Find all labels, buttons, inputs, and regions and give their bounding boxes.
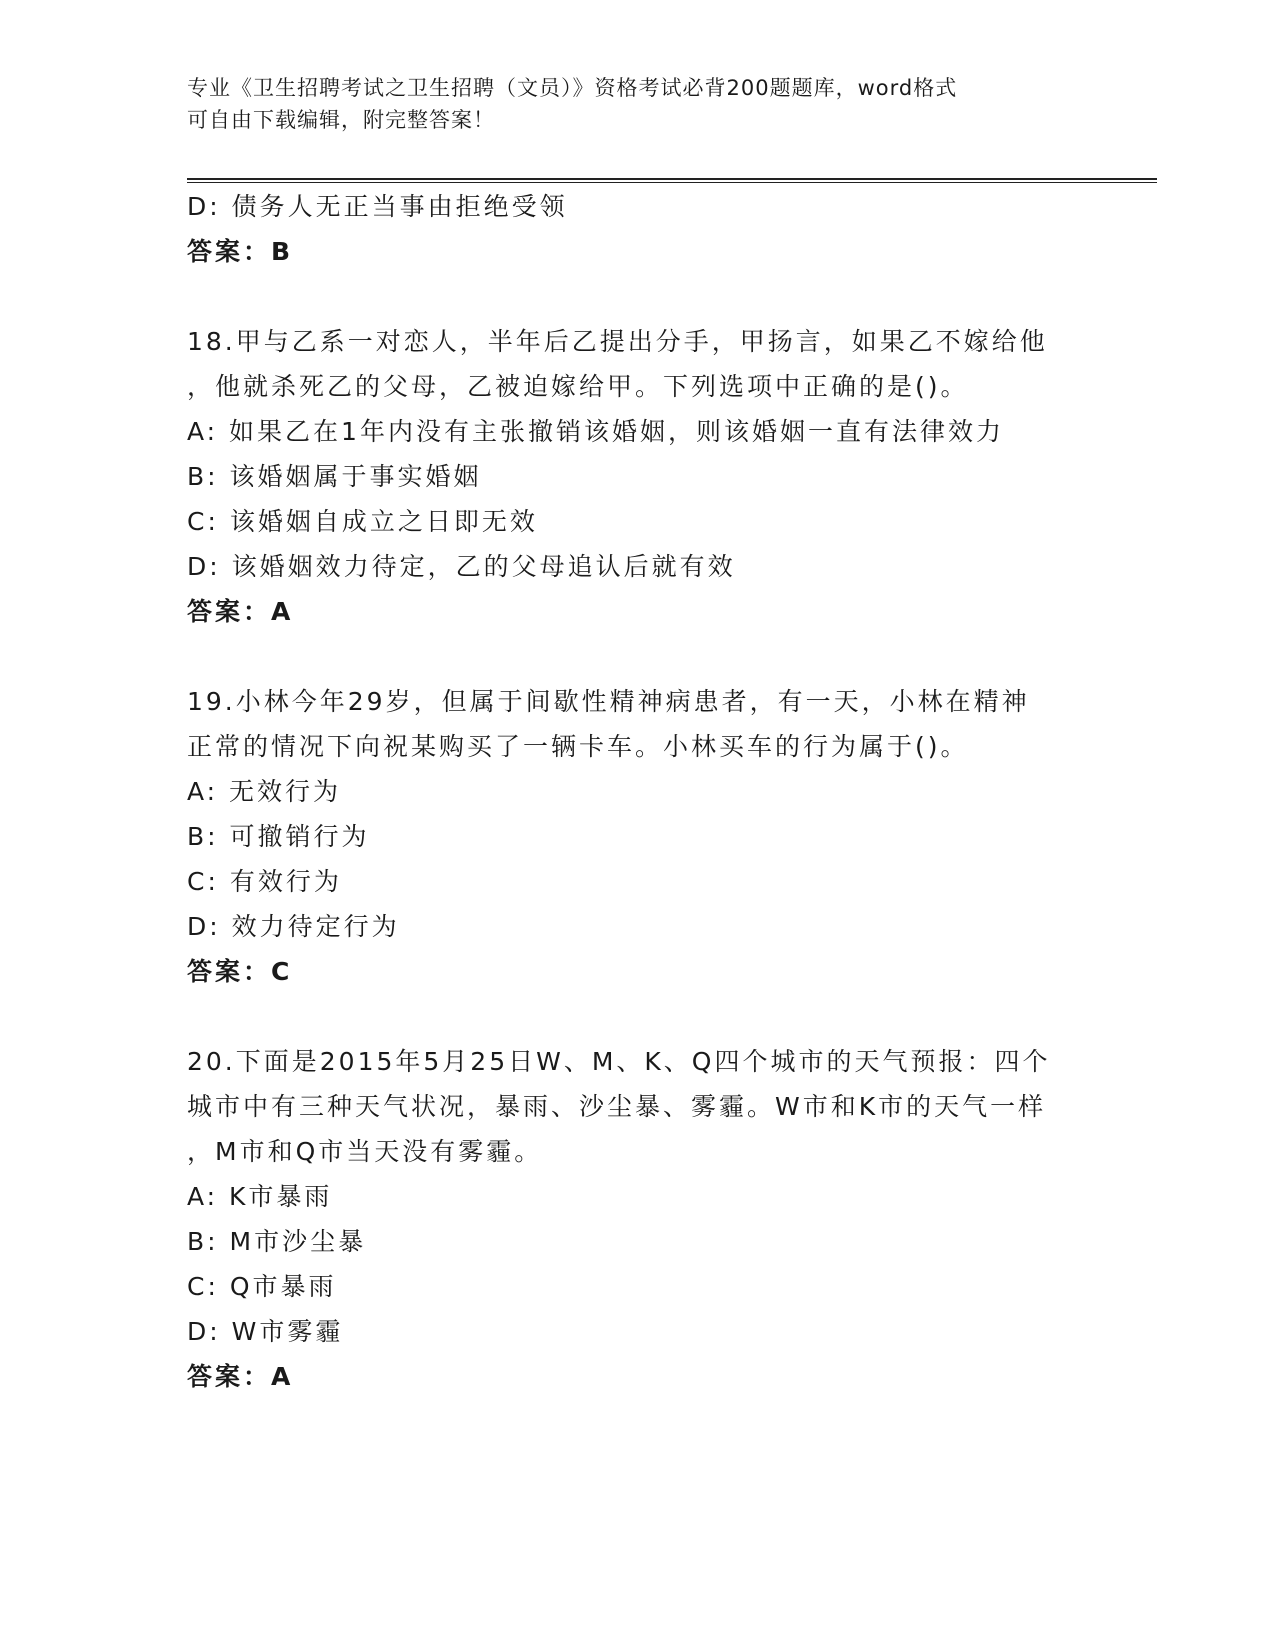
header-divider	[187, 178, 1157, 183]
q18-option-b: B: 该婚姻属于事实婚姻	[187, 462, 482, 491]
q18-stem-line-1: 18.甲与乙系一对恋人，半年后乙提出分手，甲扬言，如果乙不嫁给他	[187, 327, 1048, 356]
q20-answer: 答案：A	[187, 1362, 294, 1391]
q19-option-c: C: 有效行为	[187, 867, 342, 896]
q19-option-b: B: 可撤销行为	[187, 822, 370, 851]
q19-stem-line-1: 19.小林今年29岁，但属于间歇性精神病患者，有一天，小林在精神	[187, 687, 1030, 716]
q20-stem-line-2: 城市中有三种天气状况，暴雨、沙尘暴、雾霾。W市和K市的天气一样	[187, 1092, 1047, 1121]
document-header	[187, 72, 1087, 136]
prev-answer: 答案：B	[187, 237, 294, 266]
q20-stem-line-3: ，M市和Q市当天没有雾霾。	[187, 1137, 543, 1166]
header-line-2: 可自由下载编辑，附完整答案！	[187, 108, 495, 132]
q19-option-d: D: 效力待定行为	[187, 912, 400, 941]
q19-answer: 答案：C	[187, 957, 293, 986]
q20-option-c: C: Q市暴雨	[187, 1272, 337, 1301]
q18-option-a: A: 如果乙在1年内没有主张撤销该婚姻，则该婚姻一直有法律效力	[187, 417, 1004, 446]
prev-option-d: D: 债务人无正当事由拒绝受领	[187, 192, 568, 221]
q20-option-a: A: K市暴雨	[187, 1182, 333, 1211]
q19-stem-line-2: 正常的情况下向祝某购买了一辆卡车。小林买车的行为属于()。	[187, 732, 969, 761]
q19-option-a: A: 无效行为	[187, 777, 342, 806]
q18-stem-line-2: ，他就杀死乙的父母，乙被迫嫁给甲。下列选项中正确的是()。	[187, 372, 969, 401]
q20-option-b: B: M市沙尘暴	[187, 1227, 367, 1256]
header-line-1: 专业《卫生招聘考试之卫生招聘（文员）》资格考试必背200题题库，word格式	[187, 76, 958, 100]
q18-answer: 答案：A	[187, 597, 294, 626]
q20-stem-line-1: 20.下面是2015年5月25日W、M、K、Q四个城市的天气预报：四个	[187, 1047, 1051, 1076]
q20-option-d: D: W市雾霾	[187, 1317, 344, 1346]
q18-option-c: C: 该婚姻自成立之日即无效	[187, 507, 538, 536]
q18-option-d: D: 该婚姻效力待定，乙的父母追认后就有效	[187, 552, 736, 581]
